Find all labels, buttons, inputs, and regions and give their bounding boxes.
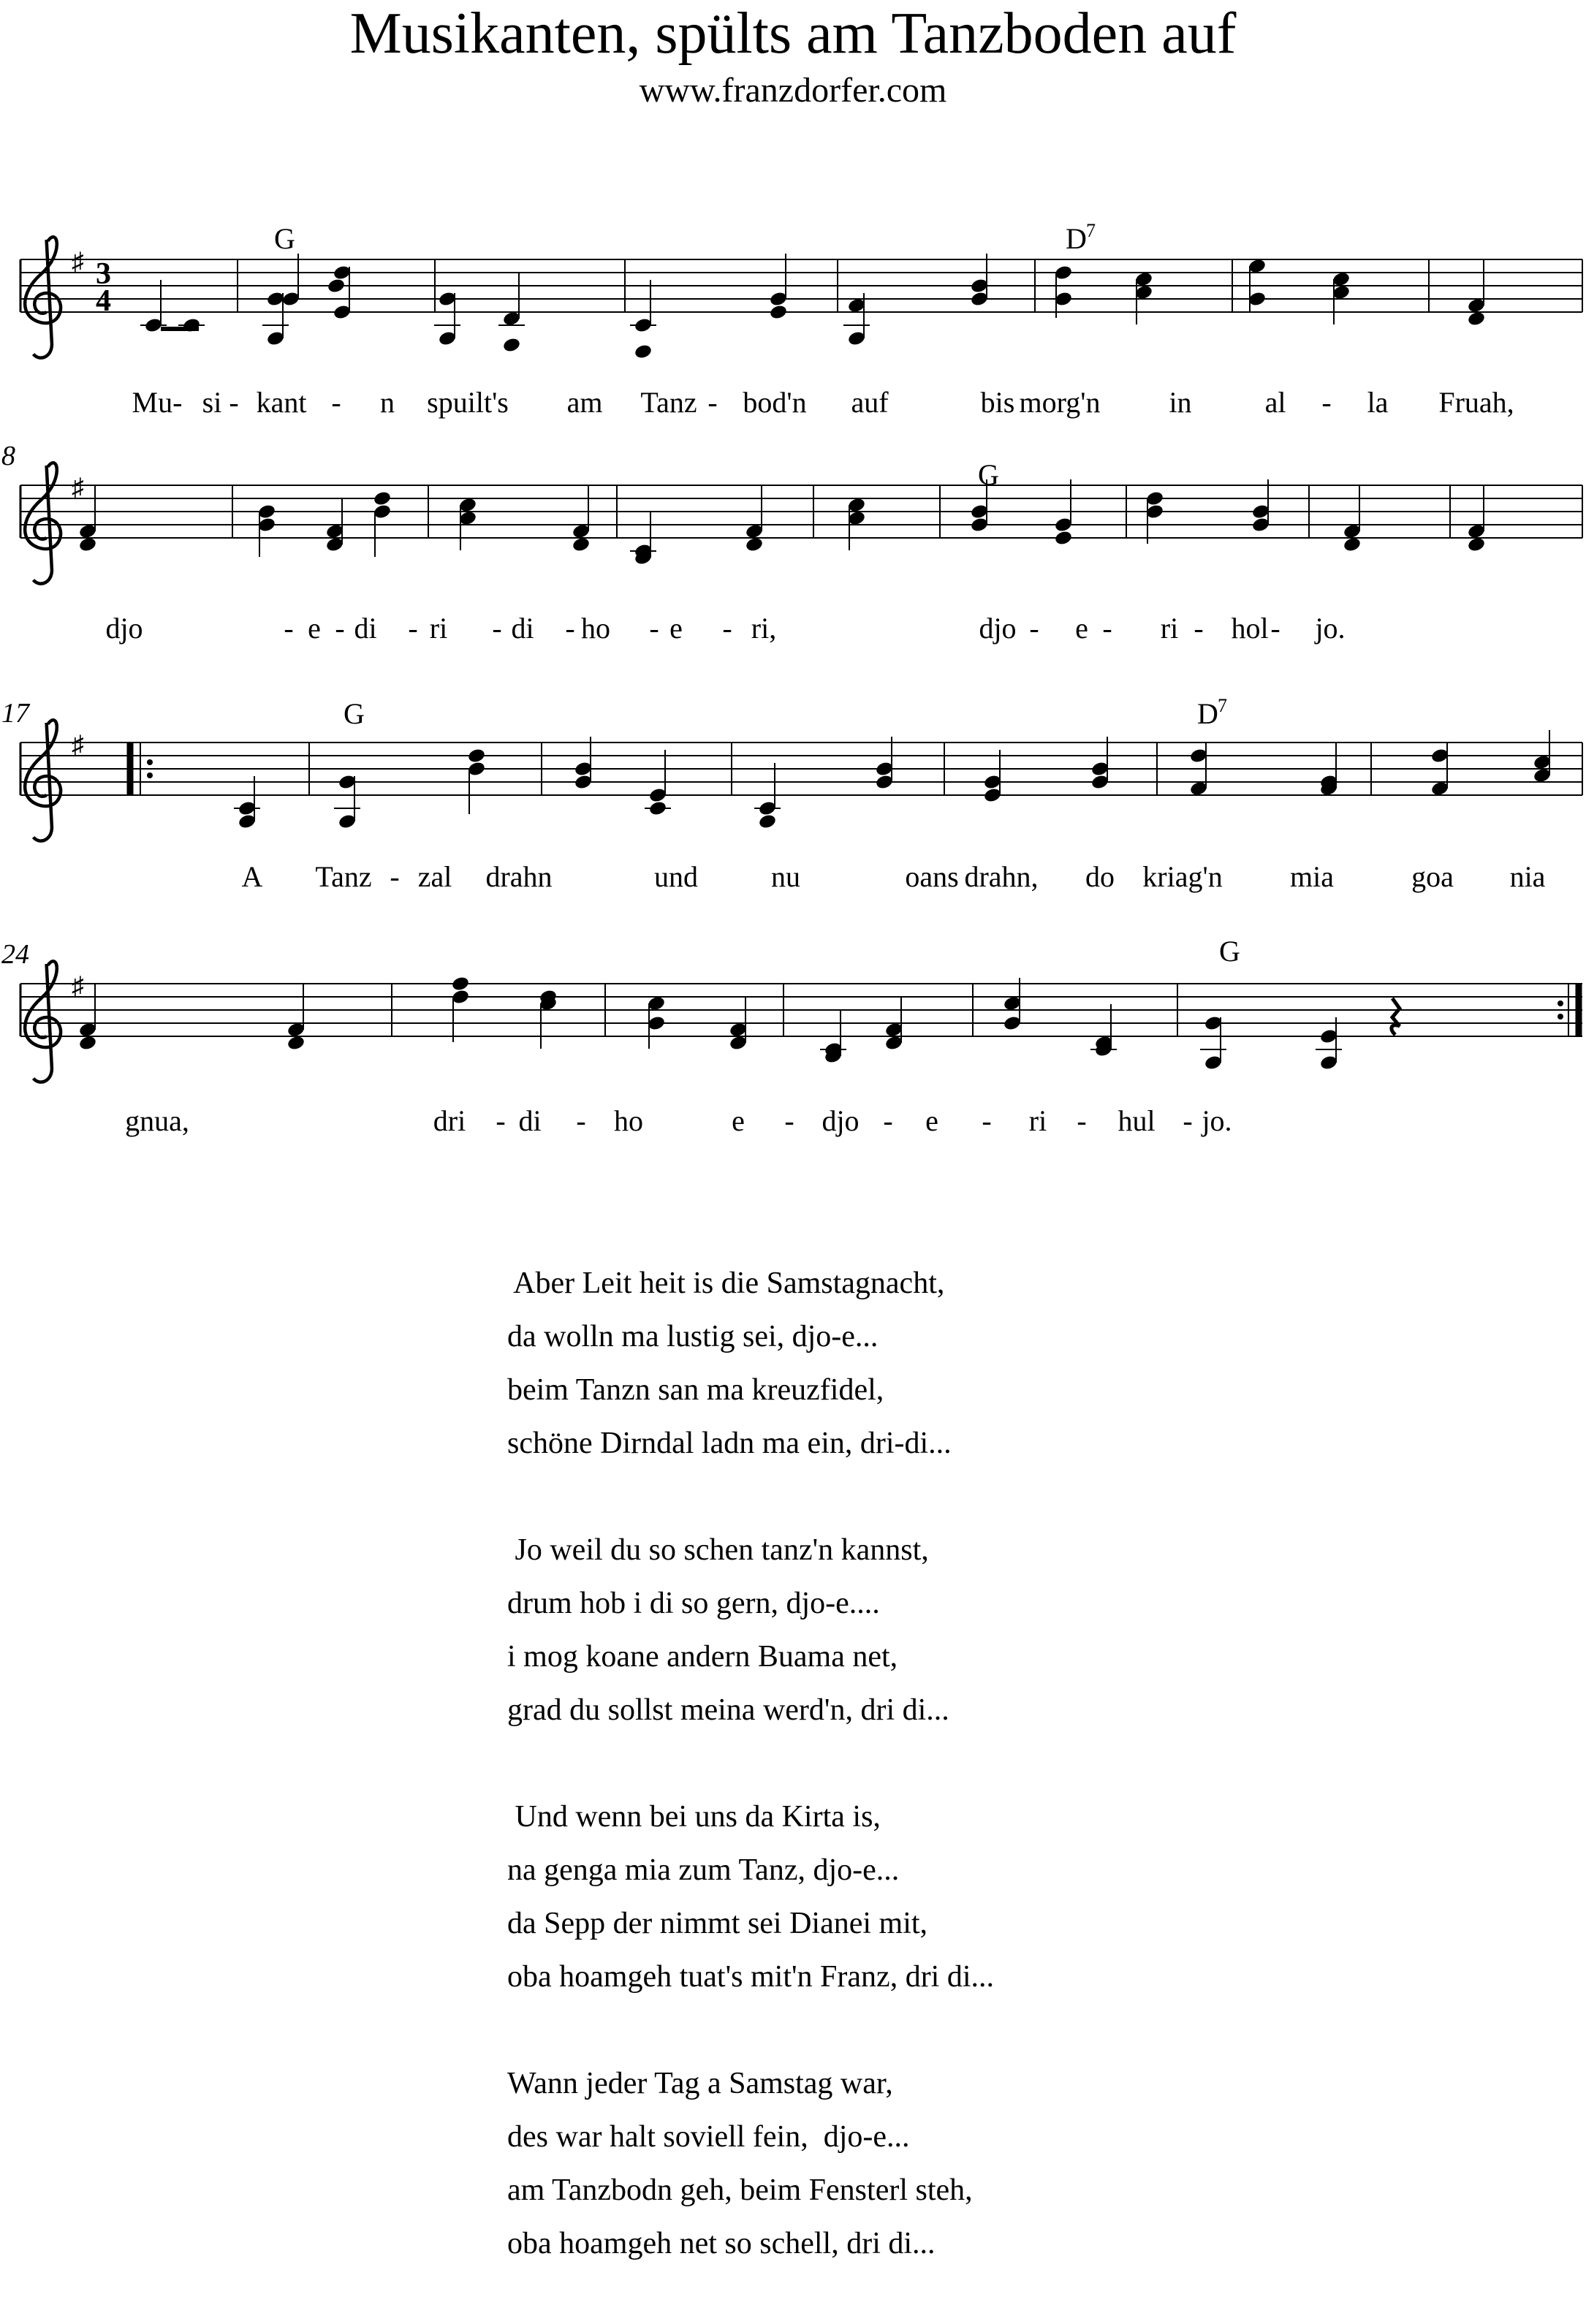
note-head — [287, 1035, 306, 1052]
lyric-syllable: in — [1169, 386, 1192, 419]
lyric-syllable: n — [380, 386, 395, 419]
lyric-syllable: - — [331, 386, 341, 419]
treble-clef-icon — [25, 720, 61, 840]
lyric-syllable: e — [925, 1104, 938, 1137]
note-head — [572, 536, 591, 553]
lyric-syllable: spuilt's — [427, 386, 509, 419]
verse-line: drum hob i di so gern, djo-e.... — [507, 1587, 880, 1620]
sharp-icon: ♯ — [72, 732, 84, 759]
lyric-syllable: - — [390, 860, 400, 893]
note-head — [327, 278, 346, 295]
lyric-syllable: e — [669, 612, 683, 645]
lyric-syllable: di — [511, 612, 534, 645]
lyric-syllable: al — [1264, 386, 1286, 419]
chord-symbol: G — [274, 222, 295, 255]
lyric-syllable: auf — [851, 386, 889, 419]
verse-1 — [507, 1257, 994, 1470]
lyric-syllable: - — [576, 1104, 586, 1137]
lyric-syllable: e — [732, 1104, 745, 1137]
lyric-syllable: kriag'n — [1142, 860, 1223, 893]
verse-line: beim Tanzn san ma kreuzfidel, — [507, 1373, 884, 1407]
lyric-syllable: - — [335, 612, 345, 645]
chord-symbol: G — [344, 697, 365, 730]
lyric-syllable: dri — [433, 1104, 466, 1137]
sharp-icon: ♯ — [72, 248, 84, 276]
lyric-syllable: goa — [1411, 860, 1454, 893]
staff-system — [20, 220, 1582, 419]
lyric-syllable: - — [408, 612, 418, 645]
chord-superscript: 7 — [1086, 220, 1096, 241]
lyric-syllable: mia — [1290, 860, 1334, 893]
staff-system — [1, 695, 1582, 893]
note-head — [78, 536, 97, 553]
verse-line: am Tanzbodn geh, beim Fensterl steh, — [507, 2173, 973, 2207]
lyric-syllable: - — [722, 612, 732, 645]
lyric-syllable: hol — [1231, 612, 1269, 645]
staff-system — [1, 935, 1582, 1137]
lyric-syllable: - — [496, 1104, 506, 1137]
treble-clef-icon — [25, 237, 61, 357]
note-head — [502, 337, 521, 354]
lyric-syllable: oans — [905, 860, 959, 893]
note-head — [1467, 536, 1486, 553]
verse-line: oba hoamgeh net so schell, dri di... — [507, 2227, 936, 2260]
lyric-syllable: und — [654, 860, 698, 893]
verse-4 — [507, 2057, 994, 2271]
lyric-syllable: djo — [979, 612, 1017, 645]
lyric-syllable: - — [284, 612, 294, 645]
verse-line: da wolln ma lustig sei, djo-e... — [507, 1320, 879, 1353]
lyric-syllable: e — [308, 612, 321, 645]
lyric-syllable: - — [1102, 612, 1112, 645]
lyric-syllable: - — [649, 612, 659, 645]
sharp-icon: ♯ — [72, 973, 84, 1000]
lyric-syllable: djo — [105, 612, 143, 645]
lyric-syllable: ri — [1028, 1104, 1047, 1137]
staff-system — [1, 441, 1582, 645]
lyric-syllable: ho — [614, 1104, 643, 1137]
lyric-syllable: la — [1367, 386, 1389, 419]
note-head — [467, 748, 486, 764]
quarter-rest-icon — [1392, 998, 1400, 1035]
repeat-dot — [147, 759, 153, 765]
lyric-syllable: gnua, — [125, 1104, 189, 1137]
lyric-syllable: drahn — [485, 860, 553, 893]
verse-line: grad du sollst meina werd'n, dri di... — [507, 1693, 949, 1727]
lyric-syllable: ri — [429, 612, 448, 645]
lyric-syllable: - — [707, 386, 718, 419]
note-head — [758, 813, 777, 830]
lyric-syllable: - — [1194, 612, 1204, 645]
lyric-syllable: kant — [256, 386, 307, 419]
lyric-syllable: Mu- — [132, 386, 183, 419]
chord-symbol: G — [1219, 935, 1240, 968]
repeat-dot — [1557, 1014, 1563, 1019]
verse-line: Aber Leit heit is die Samstagnacht, — [507, 1267, 945, 1300]
lyric-syllable: do — [1085, 860, 1115, 893]
chord-symbol: D — [1066, 222, 1087, 255]
song-title: Musikanten, spülts am Tanzboden auf — [349, 1, 1237, 66]
verses — [507, 1257, 994, 2324]
verse-line: schöne Dirndal ladn ma ein, dri-di... — [507, 1427, 952, 1460]
lyric-syllable: zal — [417, 860, 452, 893]
time-signature-numerator: 3 — [96, 257, 111, 291]
website-url: www.franzdorfer.com — [639, 71, 947, 110]
lyric-syllable: bis — [980, 386, 1015, 419]
verse-line: da Sepp der nimmt sei Dianei mit, — [507, 1907, 928, 1940]
lyric-syllable: ri — [1160, 612, 1179, 645]
chord-symbol: D — [1197, 697, 1218, 730]
repeat-dot — [1557, 1000, 1563, 1006]
note-head — [373, 490, 392, 507]
verse-line: na genga mia zum Tanz, djo-e... — [507, 1853, 900, 1887]
note-head — [634, 343, 653, 360]
lyric-syllable: nu — [771, 860, 800, 893]
lyric-syllable: drahn, — [964, 860, 1039, 893]
sharp-icon: ♯ — [72, 474, 84, 501]
measure-number: 24 — [1, 939, 29, 970]
lyric-syllable: e — [1075, 612, 1088, 645]
chord-symbol: G — [978, 458, 999, 491]
treble-clef-icon — [25, 961, 61, 1082]
chord-superscript: 7 — [1218, 695, 1227, 716]
lyric-syllable: bod'n — [743, 386, 807, 419]
lyric-syllable: - — [1270, 612, 1280, 645]
verse-line: des war halt soviell fein, djo-e... — [507, 2120, 910, 2154]
lyric-syllable: jo. — [1315, 612, 1346, 645]
lyric-syllable: Tanz — [315, 860, 372, 893]
lyric-syllable: - — [1077, 1104, 1087, 1137]
verse-line: oba hoamgeh tuat's mit'n Franz, dri di... — [507, 1960, 995, 1994]
lyric-syllable: - — [1321, 386, 1332, 419]
note-head — [769, 304, 788, 321]
note-head — [78, 1035, 97, 1052]
verse-line: Und wenn bei uns da Kirta is, — [507, 1800, 881, 1834]
lyric-syllable: si — [202, 386, 222, 419]
lyric-syllable: di — [354, 612, 377, 645]
measure-number: 8 — [1, 441, 15, 471]
lyric-syllable: di — [518, 1104, 542, 1137]
note-head — [745, 536, 764, 553]
lyric-syllable: - — [492, 612, 502, 645]
lyric-syllable: - — [982, 1104, 992, 1137]
lyric-syllable: - — [229, 386, 239, 419]
note-head — [451, 976, 470, 992]
time-signature-denominator: 4 — [96, 284, 111, 318]
lyric-syllable: djo — [822, 1104, 860, 1137]
lyric-syllable: ri, — [751, 612, 777, 645]
measure-number: 17 — [1, 698, 29, 729]
lyric-syllable: jo. — [1202, 1104, 1232, 1137]
lyric-syllable: Fruah, — [1438, 386, 1514, 419]
lyric-syllable: - — [784, 1104, 794, 1137]
lyric-syllable: - — [1183, 1104, 1193, 1137]
verse-3 — [507, 1791, 994, 2004]
lyric-syllable: Tanz — [640, 386, 697, 419]
lyric-syllable: - — [565, 612, 575, 645]
verse-line: Wann jeder Tag a Samstag war, — [507, 2067, 893, 2100]
lyric-syllable: am — [566, 386, 603, 419]
lyric-syllable: A — [241, 860, 263, 893]
lyric-syllable: hul — [1118, 1104, 1156, 1137]
note-head — [1343, 536, 1362, 553]
repeat-dot — [147, 772, 153, 778]
lyric-syllable: - — [1029, 612, 1039, 645]
note-head — [1467, 311, 1486, 327]
verse-2 — [507, 1524, 994, 1737]
verse-line: i mog koane andern Buama net, — [507, 1640, 898, 1674]
lyric-syllable: ho — [581, 612, 610, 645]
lyric-syllable: - — [883, 1104, 893, 1137]
lyric-syllable: morg'n — [1019, 386, 1101, 419]
verse-line: Jo weil du so schen tanz'n kannst, — [507, 1533, 929, 1567]
lyric-syllable: nia — [1509, 860, 1546, 893]
treble-clef-icon — [25, 463, 61, 583]
note-head — [1054, 530, 1073, 547]
